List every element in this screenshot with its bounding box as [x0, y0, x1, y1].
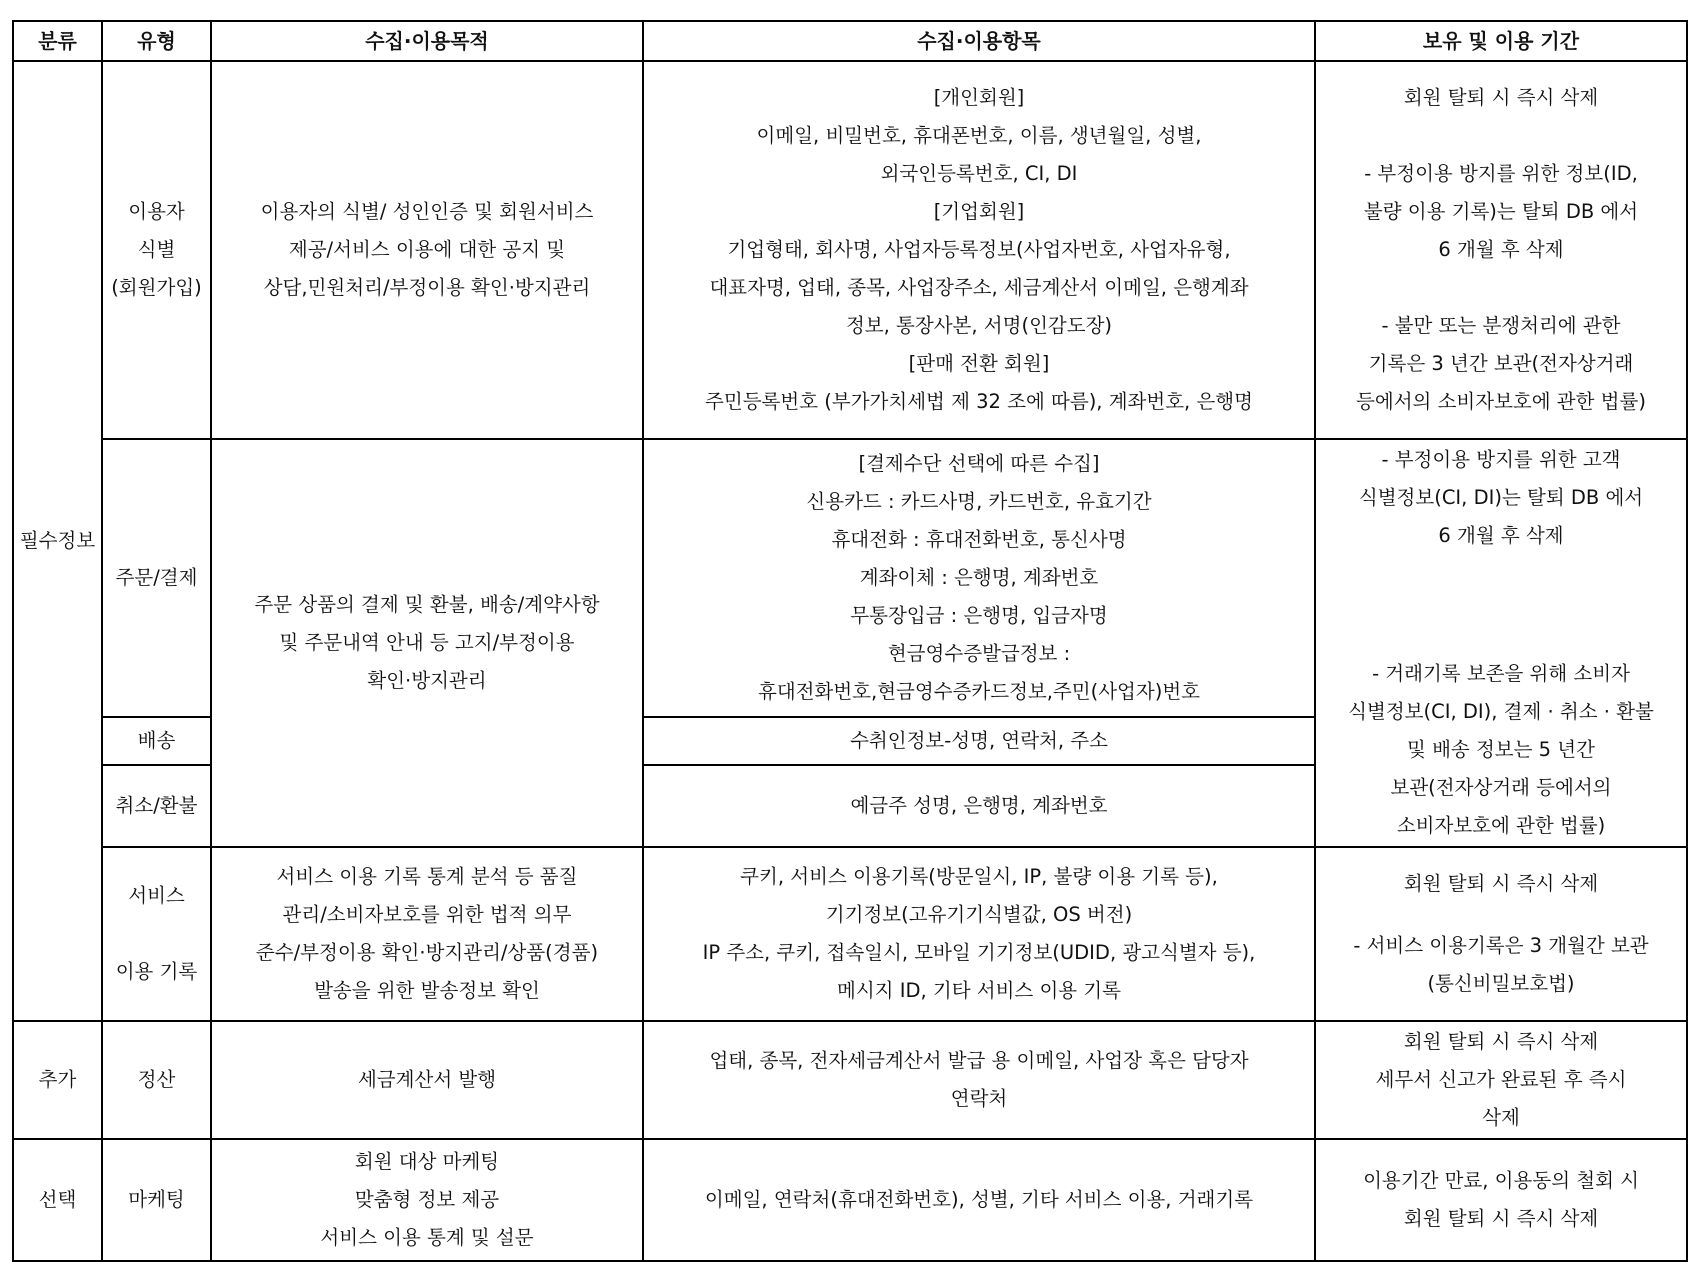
- retention-cell-marketing: [1315, 1139, 1687, 1261]
- spacer: [1318, 117, 1684, 155]
- purpose-text: 회원 대상 마케팅: [354, 1150, 500, 1173]
- items-text: 무통장입금 : 은행명, 입금자명: [850, 604, 1108, 627]
- retention-text: (통신비밀보호법): [1427, 972, 1575, 995]
- retention-text: 6 개월 후 삭제: [1438, 238, 1564, 261]
- type-cell-settlement: 정산: [102, 1021, 211, 1139]
- purpose-text: 제공/서비스 이용에 대한 공지 및: [288, 238, 566, 261]
- type-cell-delivery: 배송: [102, 717, 211, 765]
- type-text: 식별: [137, 238, 176, 261]
- items-cell-order: [643, 439, 1315, 717]
- spacer: [105, 915, 208, 953]
- retention-text: - 거래기록 보존을 위해 소비자: [1372, 662, 1630, 685]
- items-text: [판매 전환 회원]: [908, 352, 1050, 375]
- items-cell-refund: 예금주 성명, 은행명, 계좌번호: [643, 765, 1315, 847]
- retention-text: 6 개월 후 삭제: [1438, 524, 1564, 547]
- items-text: 신용카드 : 카드사명, 카드번호, 유효기간: [806, 490, 1152, 513]
- type-cell-order: 주문/결제: [102, 439, 211, 717]
- retention-text: 회원 탈퇴 시 즉시 삭제: [1403, 872, 1599, 895]
- retention-text: 불량 이용 기록)는 탈퇴 DB 에서: [1363, 200, 1639, 223]
- items-cell-service-log: [643, 847, 1315, 1021]
- items-text: [기업회원]: [933, 200, 1025, 223]
- retention-text: 등에서의 소비자보호에 관한 법률): [1356, 390, 1646, 413]
- purpose-text: 주문 상품의 결제 및 환불, 배송/계약사항: [254, 593, 600, 616]
- items-text: 계좌이체 : 은행명, 계좌번호: [859, 566, 1099, 589]
- table-row-signup: [13, 61, 1687, 439]
- items-cell-settlement: [643, 1021, 1315, 1139]
- items-text: 업태, 종목, 전자세금계산서 발급 용 이메일, 사업장 혹은 담당자: [709, 1049, 1249, 1072]
- items-cell-signup: [643, 61, 1315, 439]
- type-text: 이용자: [128, 200, 185, 223]
- purpose-text: 준수/부정이용 확인·방지관리/상품(경품): [255, 941, 599, 964]
- retention-text: 삭제: [1482, 1106, 1520, 1129]
- privacy-collection-table: [12, 20, 1688, 1262]
- header-category: 분류: [13, 21, 102, 61]
- retention-text: 식별정보(CI, DI)는 탈퇴 DB 에서: [1358, 486, 1644, 509]
- items-text: IP 주소, 쿠키, 접속일시, 모바일 기기정보(UDID, 광고식별자 등),: [702, 941, 1256, 964]
- items-text: 이메일, 비밀번호, 휴대폰번호, 이름, 생년월일, 성별,: [756, 124, 1202, 147]
- type-text: (회원가입): [111, 276, 202, 299]
- header-type: 유형: [102, 21, 211, 61]
- retention-cell-order: [1315, 439, 1687, 847]
- category-additional: 추가: [13, 1021, 102, 1139]
- retention-text: 이용기간 만료, 이용동의 철회 시: [1363, 1169, 1639, 1192]
- spacer: [1318, 593, 1684, 631]
- items-text: 대표자명, 업태, 종목, 사업장주소, 세금계산서 이메일, 은행계좌: [709, 276, 1249, 299]
- type-text: 서비스: [128, 884, 185, 907]
- purpose-cell-marketing: [211, 1139, 643, 1261]
- items-cell-delivery: 수취인정보-성명, 연락처, 주소: [643, 717, 1315, 765]
- items-text: 정보, 통장사본, 서명(인감도장): [845, 314, 1113, 337]
- purpose-text: 맞춤형 정보 제공: [354, 1188, 500, 1211]
- items-text: 기업형태, 회사명, 사업자등록정보(사업자번호, 사업자유형,: [727, 238, 1231, 261]
- table-row-settlement: [13, 1021, 1687, 1139]
- purpose-text: 서비스 이용 통계 및 설문: [320, 1226, 534, 1249]
- retention-text: 보관(전자상거래 등에서의: [1390, 776, 1612, 799]
- purpose-cell-service-log: [211, 847, 643, 1021]
- purpose-text: 관리/소비자보호를 위한 법적 의무: [282, 903, 572, 926]
- type-cell-service-log: [102, 847, 211, 1021]
- retention-text: 기록은 3 년간 보관(전자상거래: [1368, 352, 1634, 375]
- purpose-text: 서비스 이용 기록 통계 분석 등 품질: [276, 865, 578, 888]
- purpose-text: 발송을 위한 발송정보 확인: [314, 979, 540, 1002]
- retention-text: 회원 탈퇴 시 즉시 삭제: [1403, 86, 1599, 109]
- retention-text: - 불만 또는 분쟁처리에 관한: [1381, 314, 1621, 337]
- items-text: 주민등록번호 (부가가치세법 제 32 조에 따름), 계좌번호, 은행명: [705, 390, 1253, 413]
- header-row: [13, 21, 1687, 61]
- retention-text: 회원 탈퇴 시 즉시 삭제: [1403, 1207, 1599, 1230]
- items-text: 쿠키, 서비스 이용기록(방문일시, IP, 불량 이용 기록 등),: [740, 865, 1218, 888]
- retention-text: 세무서 신고가 완료된 후 즉시: [1375, 1068, 1627, 1091]
- header-items: 수집·이용항목: [643, 21, 1315, 61]
- items-text: [개인회원]: [933, 86, 1025, 109]
- items-text: 휴대전화번호,현금영수증카드정보,주민(사업자)번호: [757, 680, 1201, 703]
- purpose-text: 상담,민원처리/부정이용 확인·방지관리: [263, 276, 591, 299]
- header-purpose: 수집·이용목적: [211, 21, 643, 61]
- purpose-cell-settlement: 세금계산서 발행: [211, 1021, 643, 1139]
- items-text: 외국인등록번호, CI, DI: [880, 162, 1078, 185]
- table-row-order: [13, 439, 1687, 717]
- purpose-text: 확인·방지관리: [367, 669, 487, 692]
- retention-text: - 서비스 이용기록은 3 개월간 보관: [1353, 934, 1649, 957]
- type-cell-signup: [102, 61, 211, 439]
- type-cell-marketing: 마케팅: [102, 1139, 211, 1261]
- type-cell-refund: 취소/환불: [102, 765, 211, 847]
- header-retention: 보유 및 이용 기간: [1315, 21, 1687, 61]
- purpose-cell-signup: [211, 61, 643, 439]
- retention-cell-service-log: [1315, 847, 1687, 1021]
- retention-text: 소비자보호에 관한 법률): [1396, 814, 1606, 837]
- items-cell-marketing: 이메일, 연락처(휴대전화번호), 성별, 기타 서비스 이용, 거래기록: [643, 1139, 1315, 1261]
- retention-cell-settlement: [1315, 1021, 1687, 1139]
- category-optional: 선택: [13, 1139, 102, 1261]
- items-text: 메시지 ID, 기타 서비스 이용 기록: [836, 979, 1121, 1002]
- retention-text: - 부정이용 방지를 위한 고객: [1381, 448, 1621, 471]
- retention-text: 회원 탈퇴 시 즉시 삭제: [1403, 1030, 1599, 1053]
- purpose-text: 및 주문내역 안내 등 고지/부정이용: [279, 631, 575, 654]
- retention-text: 및 배송 정보는 5 년간: [1407, 738, 1595, 761]
- items-text: 현금영수증발급정보 :: [887, 642, 1071, 665]
- spacer: [1318, 269, 1684, 307]
- table-row-marketing: [13, 1139, 1687, 1261]
- spacer: [1318, 903, 1684, 927]
- table-row-service-log: [13, 847, 1687, 1021]
- retention-text: - 부정이용 방지를 위한 정보(ID,: [1364, 162, 1638, 185]
- items-text: [결제수단 선택에 따른 수집]: [858, 452, 1100, 475]
- items-text: 기기정보(고유기기식별값, OS 버전): [825, 903, 1133, 926]
- spacer: [1318, 631, 1684, 655]
- type-text: 이용 기록: [115, 960, 198, 983]
- items-text: 연락처: [950, 1087, 1008, 1110]
- spacer: [1318, 555, 1684, 593]
- retention-text: 식별정보(CI, DI), 결제 · 취소 · 환불: [1348, 700, 1654, 723]
- purpose-text: 이용자의 식별/ 성인인증 및 회원서비스: [260, 200, 594, 223]
- category-required: 필수정보: [13, 61, 102, 1021]
- retention-cell-signup: [1315, 61, 1687, 439]
- purpose-cell-order: [211, 439, 643, 847]
- items-text: 휴대전화 : 휴대전화번호, 통신사명: [831, 528, 1127, 551]
